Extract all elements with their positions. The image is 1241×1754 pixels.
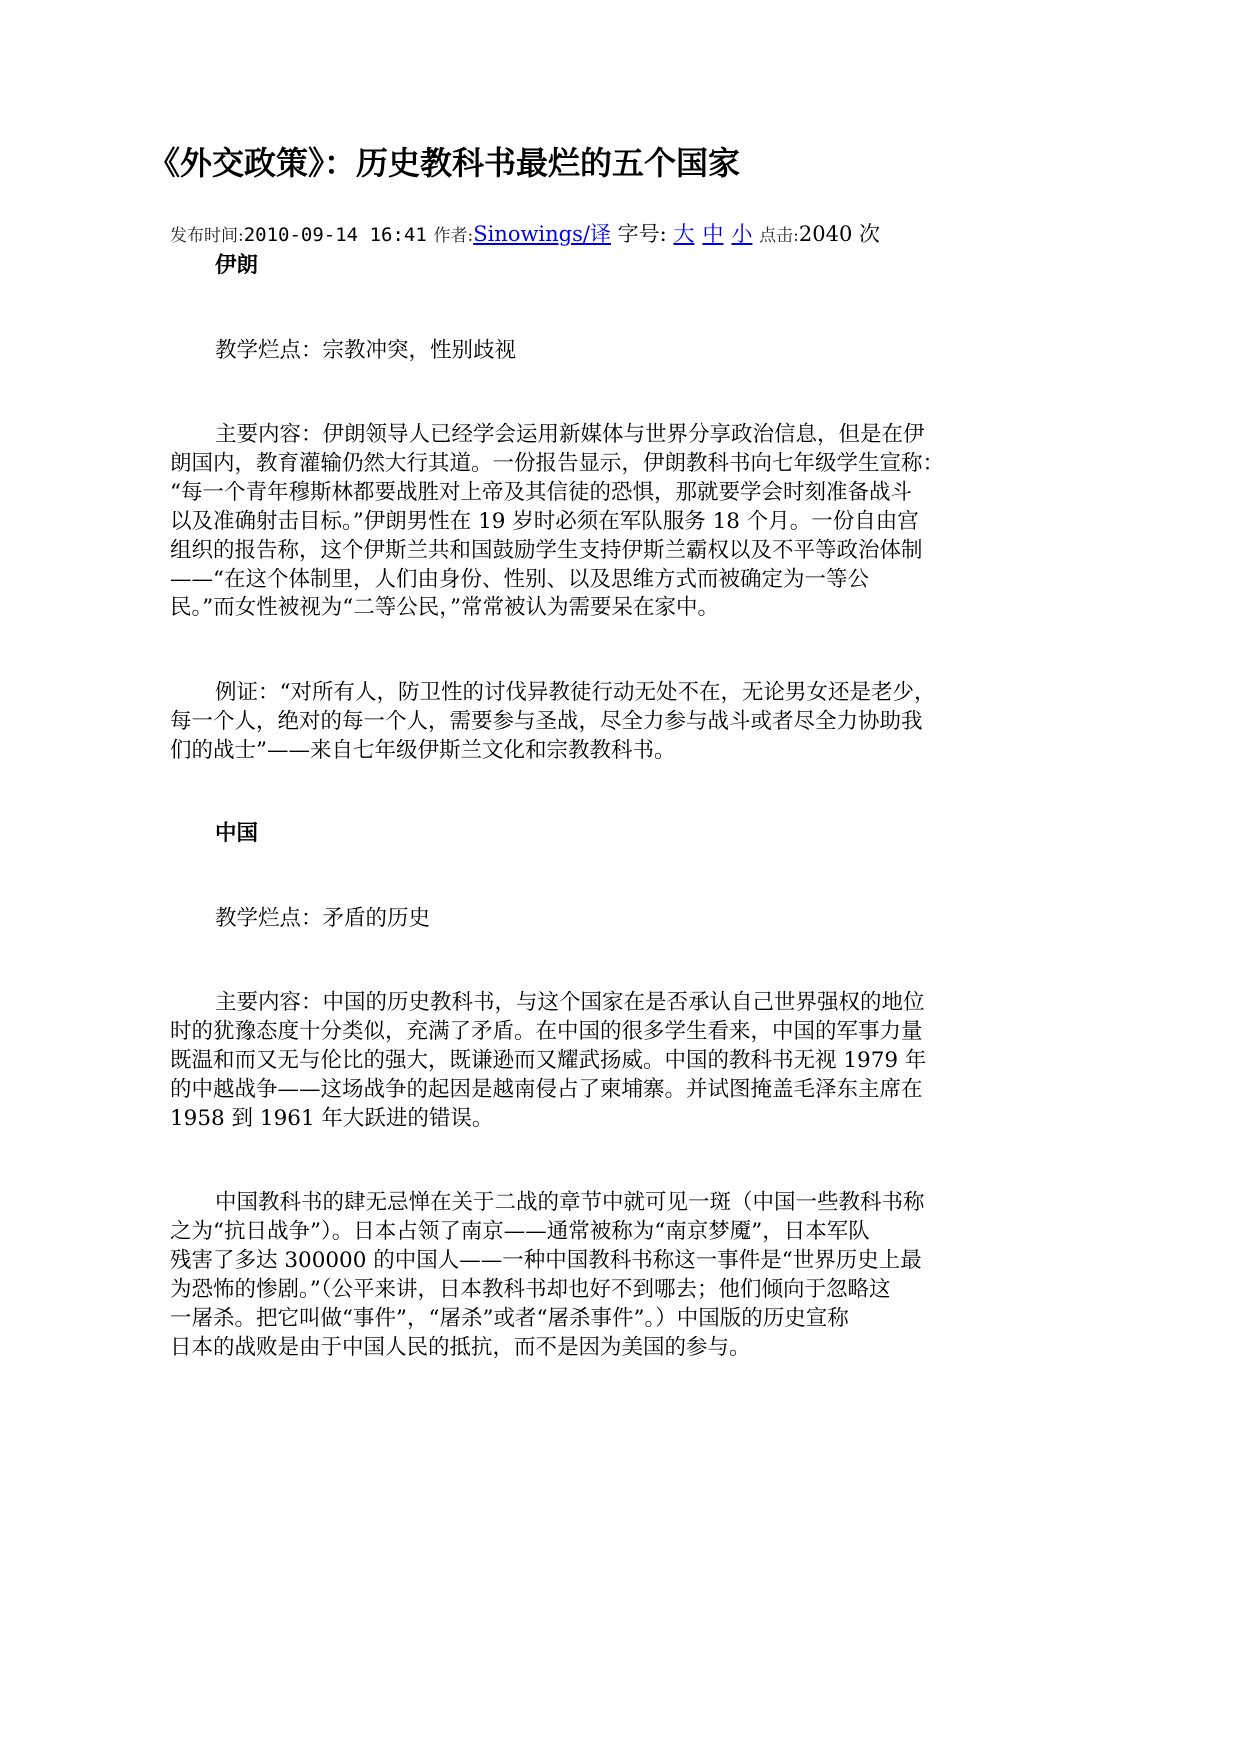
paragraph-line: 朗国内，教育灌输仍然大行其道。一份报告显示，伊朗教科书向七年级学生宣称： <box>170 450 945 476</box>
paragraph-line: 民。”而女性被视为“二等公民，”常常被认为需要呆在家中。 <box>170 595 719 621</box>
paragraph-line: 一屠杀。把它叫做“事件”，“屠杀”或者“屠杀事件”。）中国版的历史宣称 <box>170 1305 849 1331</box>
article-title: 《外交政策》：历史教科书最烂的五个国家 <box>148 144 741 182</box>
paragraph-line: 之为“抗日战争”）。日本占领了南京——通常被称为“南京梦魇”，日本军队 <box>170 1218 870 1244</box>
paragraph-china-content <box>170 989 970 1134</box>
section-heading: 中国 <box>215 821 259 846</box>
paragraph-line: 主要内容：伊朗领导人已经学会运用新媒体与世界分享政治信息，但是在伊 <box>215 422 925 447</box>
paragraph-line: 每一个人，绝对的每一个人，需要参与圣战，尽全力参与战斗或者尽全力协助我 <box>170 708 923 734</box>
font-size-large-link[interactable]: 大 <box>673 222 695 246</box>
paragraph-line: 残害了多达 300000 的中国人——一种中国教科书称这一事件是“世界历史上最 <box>170 1247 922 1273</box>
teaching-point-china <box>170 905 970 934</box>
font-size-medium-link[interactable]: 中 <box>702 222 724 246</box>
teaching-point-iran <box>170 337 970 366</box>
paragraph-line: 时的犹豫态度十分类似，充满了矛盾。在中国的很多学生看来，中国的军事力量 <box>170 1018 923 1044</box>
paragraph-china-ww2 <box>170 1189 970 1362</box>
article-meta <box>170 220 1070 250</box>
author-label: 作者: <box>433 226 474 246</box>
paragraph-line: 们的战士”——来自七年级伊斯兰文化和宗教教科书。 <box>170 737 676 763</box>
paragraph-iran-content <box>170 421 970 623</box>
paragraph-line: ——“在这个体制里，人们由身份、性别、以及思维方式而被确定为一等公 <box>170 566 869 592</box>
paragraph-line: 的中越战争——这场战争的起因是越南侵占了柬埔寨。并试图掩盖毛泽东主席在 <box>170 1076 923 1102</box>
teaching-point: 教学烂点：矛盾的历史 <box>215 906 431 931</box>
font-size-label: 字号: <box>617 222 667 246</box>
clicks-label: 点击: <box>759 226 799 246</box>
section-heading-china <box>170 820 970 849</box>
paragraph-line: 主要内容：中国的历史教科书，与这个国家在是否承认自己世界强权的地位 <box>215 990 925 1015</box>
paragraph-line: “每一个青年穆斯林都要战胜对上帝及其信徒的恐惧，那就要学会时刻准备战斗 <box>170 479 912 505</box>
clicks-value: 2040 次 <box>798 222 880 246</box>
paragraph-line: 既温和而又无与伦比的强大，既谦逊而又耀武扬威。中国的教科书无视 1979 年 <box>170 1047 927 1073</box>
paragraph-line: 1958 到 1961 年大跃进的错误。 <box>170 1105 494 1131</box>
paragraph-line: 例证：“对所有人，防卫性的讨伐异教徒行动无处不在，无论男女还是老少， <box>215 680 936 705</box>
paragraph-line: 组织的报告称，这个伊斯兰共和国鼓励学生支持伊斯兰霸权以及不平等政治体制 <box>170 537 923 563</box>
section-heading: 伊朗 <box>215 253 259 278</box>
paragraph-iran-example <box>170 679 970 766</box>
section-heading-iran <box>170 252 970 281</box>
published-label: 发布时间: <box>170 226 244 246</box>
paragraph-line: 以及准确射击目标。”伊朗男性在 19 岁时必须在军队服务 18 个月。一份自由宫 <box>170 508 919 534</box>
published-value: 2010-09-14 16:41 <box>243 224 427 246</box>
paragraph-line: 为恐怖的惨剧。”（公平来讲，日本教科书却也好不到哪去；他们倾向于忽略这 <box>170 1276 891 1302</box>
author-link[interactable]: Sinowings/译 <box>473 222 611 246</box>
paragraph-line: 日本的战败是由于中国人民的抵抗，而不是因为美国的参与。 <box>170 1334 751 1360</box>
font-size-small-link[interactable]: 小 <box>731 222 753 246</box>
paragraph-line: 中国教科书的肆无忌惮在关于二战的章节中就可见一斑（中国一些教科书称 <box>215 1190 925 1215</box>
teaching-point: 教学烂点：宗教冲突，性别歧视 <box>215 338 517 363</box>
